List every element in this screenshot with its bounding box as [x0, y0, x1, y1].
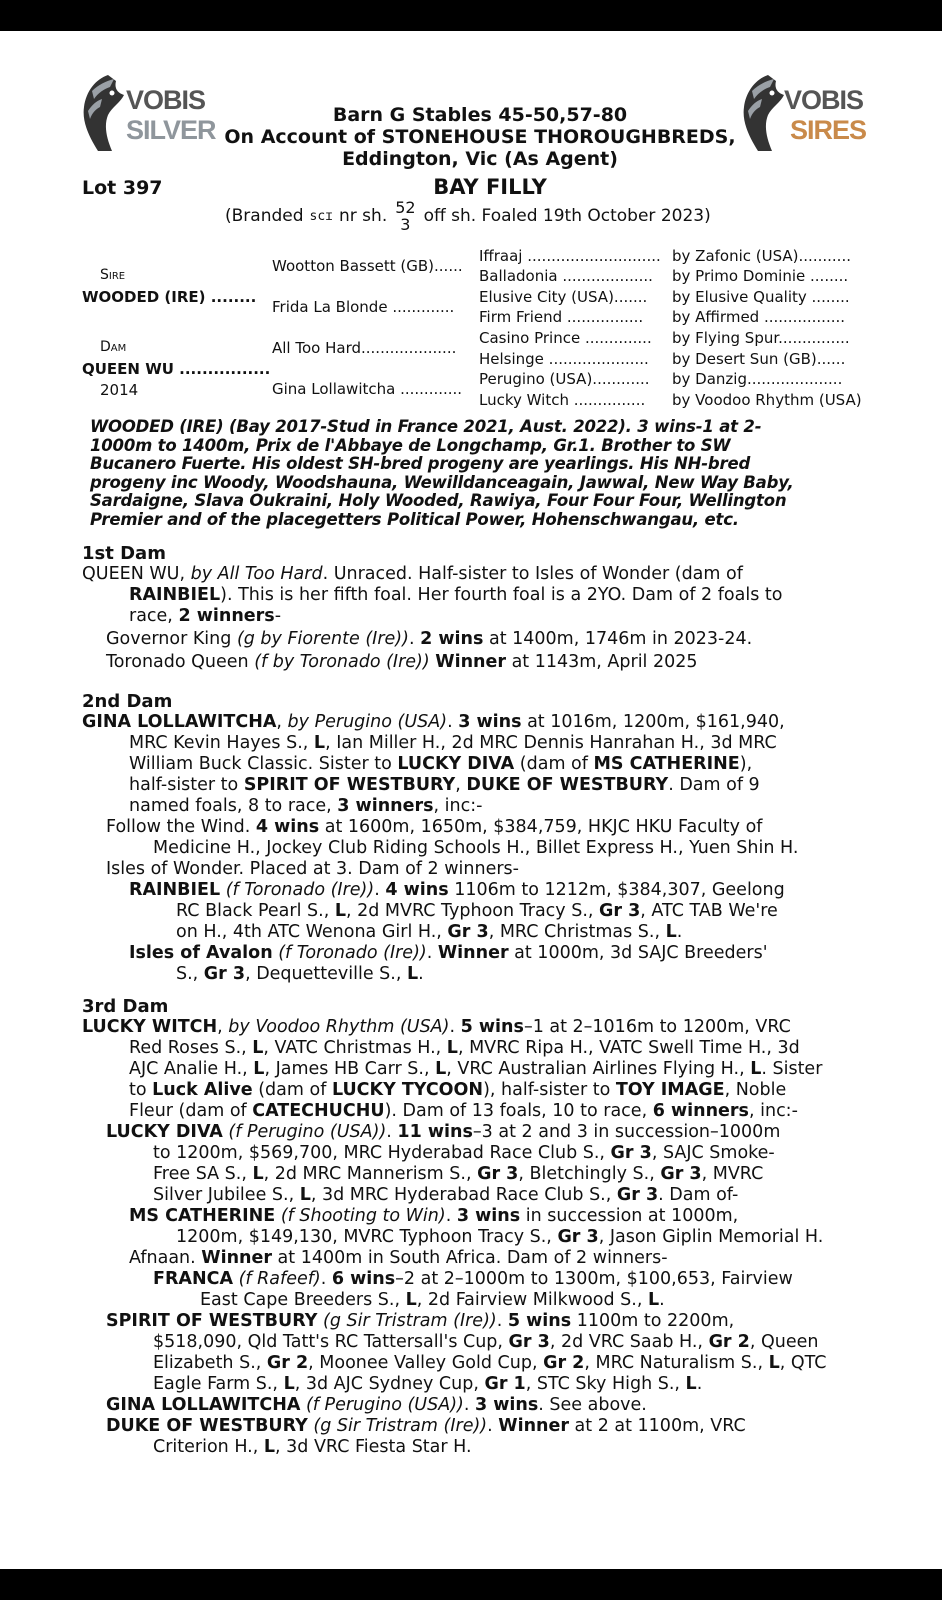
- dam-line: RAINBIEL (f Toronado (Ire)). 4 wins 1106m to 1212m, $384,307, Geelong: [129, 880, 785, 900]
- header-barn: Barn G Stables 45-50,57-80: [332, 104, 628, 126]
- dam-line: Isles of Avalon (f Toronado (Ire)). Winner at 1000m, 3d SAJC Breeders': [129, 943, 768, 963]
- dam-line: Afnaan. Winner at 1400m in South Africa. Dam of 2 winners-: [129, 1248, 668, 1268]
- dam-line: Toronado Queen (f by Toronado (Ire)) Winner at 1143m, April 2025: [106, 652, 698, 672]
- dam-line: Fleur (dam of CATECHUCHU). Dam of 13 foals, 10 to race, 6 winners, inc:-: [129, 1101, 798, 1121]
- horse-head-icon: [78, 71, 128, 155]
- pedigree-by-8: by Voodoo Rhythm (USA): [672, 391, 862, 409]
- dam-line: RC Black Pearl S., L, 2d MVRC Typhoon Tracy S., Gr 3, ATC TAB We're: [176, 901, 778, 921]
- pedigree-by-6: by Desert Sun (GB)......: [672, 350, 846, 368]
- dam-line: SPIRIT OF WESTBURY (g Sir Tristram (Ire)). 5 wins 1100m to 2200m,: [106, 1311, 735, 1331]
- brand-fraction-den: 3: [400, 215, 411, 234]
- lot-number: Lot 397: [82, 177, 163, 199]
- pedigree-by-4: by Affirmed .................: [672, 308, 846, 326]
- dam-line: Medicine H., Jockey Club Riding Schools H., Billet Express H., Yuen Shin H.: [153, 838, 799, 858]
- horse-title: BAY FILLY: [433, 175, 547, 199]
- dam-line: Eagle Farm S., L, 3d AJC Sydney Cup, Gr 1, STC Sky High S., L.: [153, 1374, 703, 1394]
- dam-line: MRC Kevin Hayes S., L, Ian Miller H., 2d MRC Dennis Hanrahan H., 3d MRC: [129, 733, 777, 753]
- dam-line: 1200m, $149,130, MVRC Typhoon Tracy S., Gr 3, Jason Giplin Memorial H.: [176, 1227, 824, 1247]
- pedigree-by-2: by Primo Dominie ........: [672, 267, 849, 285]
- grandsire-sire: Wootton Bassett (GB)......: [272, 257, 463, 275]
- sire-description-line: 1000m to 1400m, Prix de l'Abbaye de Longchamp, Gr.1. Brother to SW: [90, 435, 731, 455]
- brand-suffix: off sh. Foaled 19th October 2023): [423, 206, 711, 226]
- dam-line: on H., 4th ATC Wenona Girl H., Gr 3, MRC Christmas S., L.: [176, 922, 683, 942]
- dam-line: Isles of Wonder. Placed at 3. Dam of 2 winners-: [106, 859, 519, 879]
- dam-line: East Cape Breeders S., L, 2d Fairview Milkwood S., L.: [200, 1290, 665, 1310]
- sire-name: WOODED (IRE) ........: [82, 288, 257, 306]
- brand-fraction: [395, 199, 415, 233]
- dam-line: MS CATHERINE (f Shooting to Win). 3 wins in succession at 1000m,: [129, 1206, 739, 1226]
- pedigree-gg-5: Casino Prince ..............: [479, 329, 652, 347]
- sire-description-line: Sardaigne, Slava Oukraini, Holy Wooded, Rawiya, Four Four Four, Wellington: [90, 491, 787, 510]
- header-location: Eddington, Vic (As Agent): [342, 148, 618, 170]
- pedigree-gg-3: Elusive City (USA).......: [479, 288, 648, 306]
- grandsire-dam: All Too Hard....................: [272, 339, 457, 357]
- brand-fraction-num: 52: [395, 198, 416, 217]
- dam-line: named foals, 8 to race, 3 winners, inc:-: [129, 796, 483, 816]
- dam-line: DUKE OF WESTBURY (g Sir Tristram (Ire)). Winner at 2 at 1100m, VRC: [106, 1416, 746, 1436]
- dam-line: Free SA S., L, 2d MRC Mannerism S., Gr 3, Bletchingly S., Gr 3, MVRC: [153, 1164, 764, 1184]
- granddam-sire: Frida La Blonde .............: [272, 298, 455, 316]
- dam-line: QUEEN WU, by All Too Hard. Unraced. Half-sister to Isles of Wonder (dam of: [82, 564, 743, 584]
- dam-line: GINA LOLLAWITCHA (f Perugino (USA)). 3 wins. See above.: [106, 1395, 647, 1415]
- sire-label: Sire: [100, 267, 126, 283]
- dam-year: 2014: [100, 381, 139, 399]
- pedigree-gg-8: Lucky Witch ...............: [479, 391, 646, 409]
- dam-line: William Buck Classic. Sister to LUCKY DIVA (dam of MS CATHERINE),: [129, 754, 753, 774]
- logo-text-line2: SILVER: [126, 115, 216, 145]
- pedigree-gg-7: Perugino (USA)............: [479, 370, 650, 388]
- pedigree-by-5: by Flying Spur...............: [672, 329, 850, 347]
- granddam-dam: Gina Lollawitcha .............: [272, 380, 463, 398]
- dam-line: S., Gr 3, Dequetteville S., L.: [176, 964, 424, 984]
- dam-line: GINA LOLLAWITCHA, by Perugino (USA). 3 wins at 1016m, 1200m, $161,940,: [82, 712, 785, 732]
- first-dam-heading: 1st Dam: [82, 543, 166, 564]
- dam-line: Elizabeth S., Gr 2, Moonee Valley Gold Cup, Gr 2, MRC Naturalism S., L, QTC: [153, 1353, 827, 1373]
- sire-description-line: progeny inc Woody, Woodshauna, Wewilldanceagain, Jawwal, New Way Baby,: [90, 472, 794, 492]
- dam-line: LUCKY DIVA (f Perugino (USA)). 11 wins–3 at 2 and 3 in succession–1000m: [106, 1122, 781, 1142]
- brand-line: [225, 199, 711, 233]
- sire-description-line: WOODED (IRE) (Bay 2017-Stud in France 2021, Aust. 2022). 3 wins-1 at 2-: [90, 417, 762, 436]
- brand-prefix: (Branded: [225, 206, 304, 226]
- pedigree-gg-1: Iffraaj ............................: [479, 247, 661, 265]
- vobis-silver-logo: [78, 71, 216, 161]
- pedigree-by-7: by Danzig....................: [672, 370, 843, 388]
- logo-text-line2: SIRES: [790, 115, 867, 145]
- sire-description-line: Premier and of the placegetters Political Power, Hohenschwangau, etc.: [90, 509, 739, 529]
- dam-label: Dam: [100, 339, 127, 355]
- dam-line: Red Roses S., L, VATC Christmas H., L, MVRC Ripa H., VATC Swell Time H., 3d: [129, 1038, 800, 1058]
- pedigree-gg-2: Balladonia ...................: [479, 267, 653, 285]
- dam-line: to Luck Alive (dam of LUCKY TYCOON), half-sister to TOY IMAGE, Noble: [129, 1080, 787, 1100]
- brand-mid: nr sh.: [339, 206, 388, 226]
- third-dam-heading: 3rd Dam: [82, 996, 169, 1017]
- brand-mark: scɪ: [309, 208, 334, 224]
- dam-line: AJC Analie H., L, James HB Carr S., L, VRC Australian Airlines Flying H., L. Sister: [129, 1059, 823, 1079]
- dam-line: half-sister to SPIRIT OF WESTBURY, DUKE OF WESTBURY. Dam of 9: [129, 775, 760, 795]
- dam-line: Silver Jubilee S., L, 3d MRC Hyderabad Race Club S., Gr 3. Dam of-: [153, 1185, 739, 1205]
- dam-line: race, 2 winners-: [129, 606, 282, 626]
- sire-description: [90, 418, 860, 529]
- dam-name: QUEEN WU ................: [82, 360, 271, 378]
- sire-description-line: Bucanero Fuerte. His oldest SH-bred progeny are yearlings. His NH-bred: [90, 454, 751, 473]
- dam-line: FRANCA (f Rafeef). 6 wins–2 at 2–1000m to 1300m, $100,653, Fairview: [153, 1269, 793, 1289]
- pedigree-gg-6: Helsinge .....................: [479, 350, 649, 368]
- dam-line: RAINBIEL). This is her fifth foal. Her fourth foal is a 2YO. Dam of 2 foals to: [129, 585, 783, 605]
- pedigree-by-3: by Elusive Quality ........: [672, 288, 850, 306]
- dam-line: Follow the Wind. 4 wins at 1600m, 1650m, $384,759, HKJC HKU Faculty of: [106, 817, 763, 837]
- dam-line: to 1200m, $569,700, MRC Hyderabad Race Club S., Gr 3, SAJC Smoke-: [153, 1143, 775, 1163]
- header-account: On Account of STONEHOUSE THOROUGHBREDS,: [224, 126, 736, 148]
- dam-line: Criterion H., L, 3d VRC Fiesta Star H.: [153, 1437, 472, 1457]
- dam-line: Governor King (g by Fiorente (Ire)). 2 wins at 1400m, 1746m in 2023-24.: [106, 629, 753, 649]
- dam-line: $518,090, Qld Tatt's RC Tattersall's Cup, Gr 3, 2d VRC Saab H., Gr 2, Queen: [153, 1332, 819, 1352]
- logo-text-line1: VOBIS: [784, 85, 864, 115]
- pedigree-gg-4: Firm Friend ................: [479, 308, 644, 326]
- second-dam-heading: 2nd Dam: [82, 691, 173, 712]
- dam-line: LUCKY WITCH, by Voodoo Rhythm (USA). 5 wins–1 at 2–1016m to 1200m, VRC: [82, 1017, 791, 1037]
- catalogue-page: [0, 31, 942, 1569]
- logo-text-line1: VOBIS: [126, 85, 206, 115]
- pedigree-by-1: by Zafonic (USA)...........: [672, 247, 851, 265]
